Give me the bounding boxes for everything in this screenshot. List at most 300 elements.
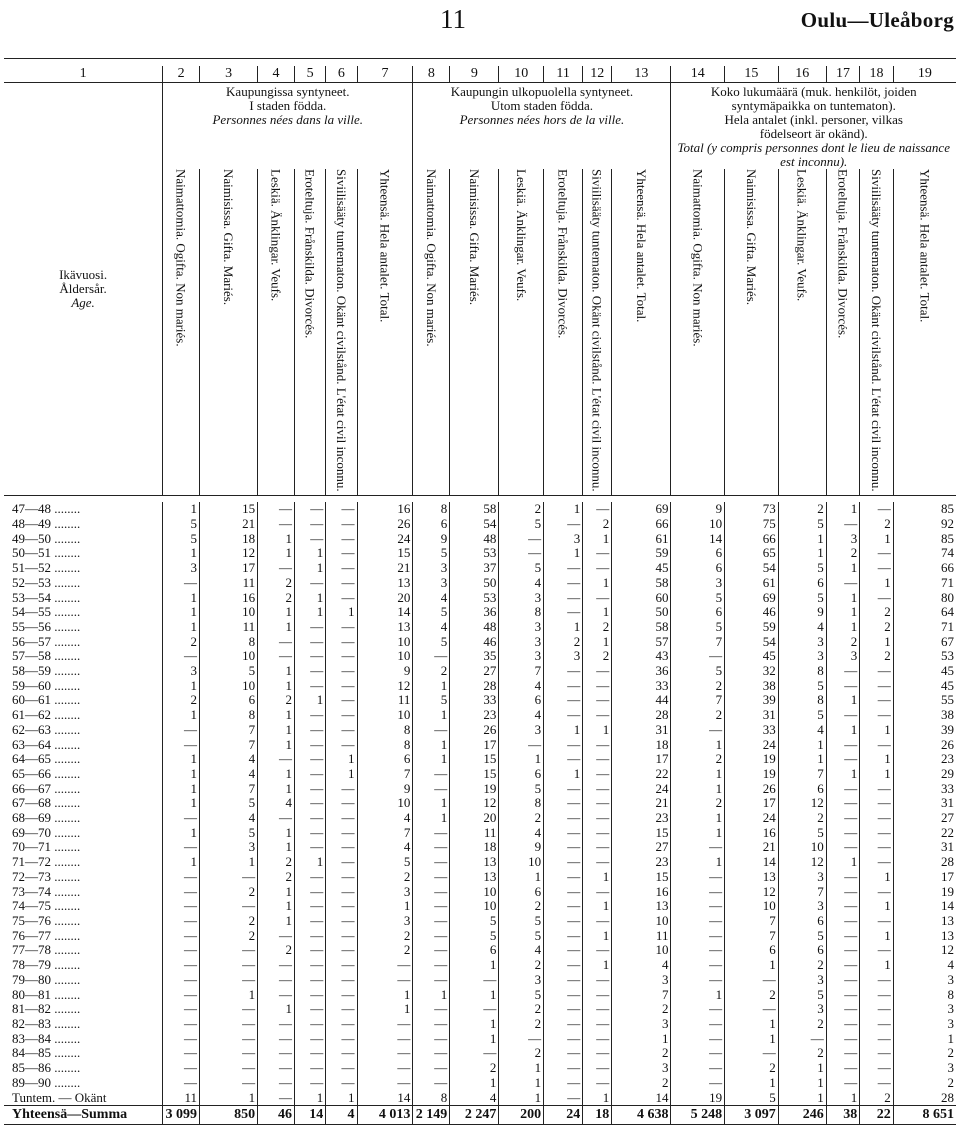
value-cell: 6 (778, 914, 826, 929)
value-cell: — (860, 708, 894, 723)
value-cell: 14 (357, 1090, 413, 1106)
value-cell: 38 (725, 679, 779, 694)
value-cell: — (258, 561, 295, 576)
value-cell: 1 (778, 752, 826, 767)
value-cell: — (860, 914, 894, 929)
age-cell: 67—68 ..... (4, 796, 163, 811)
value-cell: 13 (357, 620, 413, 635)
value-cell: 5 (499, 782, 544, 797)
value-cell: 3 (413, 576, 450, 591)
value-cell: — (413, 1076, 450, 1091)
age-cell: 74—75 ..... (4, 899, 163, 914)
value-cell: 2 (612, 1002, 671, 1017)
group-3-line-4: födelseort är okänd). (759, 126, 868, 141)
value-cell: 2 247 (450, 1106, 499, 1125)
value-cell: 1 (258, 767, 295, 782)
value-cell: 3 (499, 635, 544, 650)
value-cell: 1 (450, 1032, 499, 1047)
value-cell: 1 (583, 576, 612, 591)
age-cell: 50—51 ..... (4, 546, 163, 561)
value-cell: 1 (778, 1090, 826, 1106)
value-cell: — (294, 1076, 325, 1091)
value-cell: 1 (326, 752, 357, 767)
value-cell: 1 (778, 1076, 826, 1091)
value-cell: 3 (612, 973, 671, 988)
value-cell: 69 (725, 591, 779, 606)
value-cell: 11 (163, 1090, 200, 1106)
value-cell: 17 (450, 738, 499, 753)
value-cell: 1 (583, 929, 612, 944)
value-cell: 850 (200, 1106, 258, 1125)
age-cell: 73—74 ..... (4, 885, 163, 900)
value-cell: 4 (413, 591, 450, 606)
value-cell: — (326, 1076, 357, 1091)
value-cell: 3 (499, 973, 544, 988)
group-total (671, 83, 956, 170)
sub-header-label: Naimattomia. Ogifta. Non mariés. (173, 169, 189, 347)
value-cell: 5 (163, 532, 200, 547)
table-row (4, 561, 956, 576)
age-cell: 77—78 ..... (4, 943, 163, 958)
value-cell: 5 (200, 796, 258, 811)
value-cell: 1 (544, 620, 583, 635)
value-cell: — (326, 693, 357, 708)
value-cell: 33 (725, 723, 779, 738)
value-cell: 2 (450, 1061, 499, 1076)
value-cell: — (200, 899, 258, 914)
value-cell: — (544, 811, 583, 826)
value-cell: 7 (200, 738, 258, 753)
value-cell: — (671, 914, 725, 929)
value-cell: 11 (450, 826, 499, 841)
value-cell: 10 (612, 943, 671, 958)
value-cell: 2 (860, 517, 894, 532)
value-cell: 46 (450, 635, 499, 650)
value-cell: 3 (778, 870, 826, 885)
value-cell: 61 (725, 576, 779, 591)
value-cell: — (294, 885, 325, 900)
value-cell: 1 (860, 635, 894, 650)
value-cell: 10 (778, 840, 826, 855)
value-cell: 1 (258, 840, 295, 855)
group-1-french: Personnes nées dans la ville. (212, 112, 364, 127)
sub-header (778, 169, 826, 496)
value-cell: 1 (294, 561, 325, 576)
value-cell: — (357, 1017, 413, 1032)
value-cell: 1 (893, 1032, 956, 1047)
value-cell: 13 (357, 576, 413, 591)
sub-header-label: Naimisissa. Gifta. Mariés. (466, 169, 482, 306)
value-cell: — (258, 1090, 295, 1106)
table-row (4, 840, 956, 855)
value-cell: 4 013 (357, 1106, 413, 1125)
value-cell: 48 (450, 620, 499, 635)
value-cell: 3 097 (725, 1106, 779, 1125)
value-cell: 9 (357, 664, 413, 679)
table-row (4, 502, 956, 517)
value-cell: — (826, 1046, 860, 1061)
value-cell: 13 (893, 929, 956, 944)
age-cell: Tuntem. — Okänt (12, 1090, 107, 1105)
value-cell: — (499, 1032, 544, 1047)
value-cell: — (826, 826, 860, 841)
value-cell: 1 (450, 958, 499, 973)
sub-header-label: Eroteltuja. Frånskilda. Divorcés. (555, 169, 571, 339)
value-cell: 57 (612, 635, 671, 650)
value-cell: — (826, 973, 860, 988)
value-cell: 2 (258, 870, 295, 885)
value-cell: 18 (612, 738, 671, 753)
value-cell: — (163, 943, 200, 958)
value-cell: — (357, 1032, 413, 1047)
value-cell: — (413, 929, 450, 944)
value-cell: 6 (671, 561, 725, 576)
value-cell: 11 (200, 620, 258, 635)
value-cell: — (544, 1017, 583, 1032)
value-cell: 6 (778, 576, 826, 591)
value-cell: 6 (200, 693, 258, 708)
value-cell: — (725, 1046, 779, 1061)
value-cell: 23 (450, 708, 499, 723)
value-cell: 2 (258, 591, 295, 606)
value-cell: 6 (450, 943, 499, 958)
value-cell: 1 (860, 752, 894, 767)
value-cell: 24 (725, 738, 779, 753)
value-cell: 5 248 (671, 1106, 725, 1125)
value-cell: 27 (612, 840, 671, 855)
value-cell: — (544, 693, 583, 708)
value-cell: — (258, 517, 295, 532)
value-cell: 2 (725, 988, 779, 1003)
value-cell: — (294, 679, 325, 694)
value-cell: — (326, 576, 357, 591)
group-2-french: Personnes nées hors de la ville. (459, 112, 625, 127)
value-cell: — (294, 943, 325, 958)
value-cell: 36 (450, 605, 499, 620)
value-cell: — (294, 620, 325, 635)
value-cell: 2 (258, 943, 295, 958)
value-cell: 32 (725, 664, 779, 679)
value-cell: — (826, 1061, 860, 1076)
value-cell: — (583, 679, 612, 694)
value-cell: — (413, 870, 450, 885)
value-cell: 2 (499, 1017, 544, 1032)
value-cell: 14 (612, 1090, 671, 1106)
value-cell: 1 (163, 605, 200, 620)
value-cell: — (583, 855, 612, 870)
value-cell: 5 (163, 517, 200, 532)
table-row (4, 988, 956, 1003)
value-cell: 3 (357, 914, 413, 929)
value-cell: 2 (860, 649, 894, 664)
value-cell: — (163, 870, 200, 885)
sub-header (326, 169, 357, 496)
value-cell: — (544, 958, 583, 973)
value-cell: 38 (893, 708, 956, 723)
value-cell: 3 (893, 973, 956, 988)
value-cell: — (326, 532, 357, 547)
value-cell: 6 (778, 943, 826, 958)
value-cell: 12 (450, 796, 499, 811)
value-cell: 13 (450, 855, 499, 870)
sub-header-label: Yhteensä. Hela antalet. Total. (377, 169, 393, 323)
value-cell: 2 (357, 870, 413, 885)
table-row (4, 576, 956, 591)
value-cell: 2 (499, 958, 544, 973)
value-cell: 58 (612, 576, 671, 591)
column-number: 16 (778, 66, 826, 83)
value-cell: — (294, 811, 325, 826)
value-cell: 8 651 (893, 1106, 956, 1125)
value-cell: 1 (826, 620, 860, 635)
value-cell: — (544, 1090, 583, 1106)
column-number: 12 (583, 66, 612, 83)
value-cell: 8 (499, 796, 544, 811)
value-cell: — (357, 1061, 413, 1076)
sub-header (499, 169, 544, 496)
sub-header-label: Yhteensä. Hela antalet. Total. (917, 169, 933, 323)
value-cell: 1 (200, 855, 258, 870)
group-3-french: Total (y compris personnes dont le lieu de naissance est inconnu). (677, 140, 950, 169)
value-cell: 1 (544, 723, 583, 738)
value-cell: — (413, 958, 450, 973)
value-cell: 39 (725, 693, 779, 708)
value-cell: 6 (725, 943, 779, 958)
value-cell: 2 (671, 708, 725, 723)
value-cell: — (826, 664, 860, 679)
value-cell: — (583, 973, 612, 988)
value-cell: 1 (163, 620, 200, 635)
value-cell: — (826, 679, 860, 694)
value-cell: — (163, 1061, 200, 1076)
value-cell: 1 (612, 1032, 671, 1047)
table-row (4, 929, 956, 944)
value-cell: 10 (671, 517, 725, 532)
value-cell: 15 (612, 870, 671, 885)
value-cell: 46 (725, 605, 779, 620)
value-cell: 3 (357, 885, 413, 900)
value-cell: 10 (450, 885, 499, 900)
value-cell: 1 (725, 1017, 779, 1032)
value-cell: 73 (725, 502, 779, 517)
value-cell: 15 (612, 826, 671, 841)
value-cell: 1 (725, 1076, 779, 1091)
value-cell: — (583, 885, 612, 900)
value-cell: 66 (725, 532, 779, 547)
value-cell: — (326, 502, 357, 517)
value-cell: — (200, 943, 258, 958)
value-cell: — (450, 1046, 499, 1061)
value-cell: — (413, 649, 450, 664)
value-cell: — (326, 973, 357, 988)
table-row (4, 811, 956, 826)
value-cell: 50 (612, 605, 671, 620)
value-cell: 1 (258, 826, 295, 841)
value-cell: 10 (200, 605, 258, 620)
value-cell: — (294, 576, 325, 591)
value-cell: — (544, 1046, 583, 1061)
sub-header-label: Eroteltuja. Frånskilda. Divorcés. (835, 169, 851, 339)
value-cell: — (163, 885, 200, 900)
value-cell: — (860, 840, 894, 855)
value-cell: — (163, 899, 200, 914)
age-cell: 55—56 ..... (4, 620, 163, 635)
value-cell: — (258, 635, 295, 650)
value-cell: — (294, 899, 325, 914)
value-cell: — (544, 1002, 583, 1017)
value-cell: 1 (860, 899, 894, 914)
value-cell: — (671, 870, 725, 885)
value-cell: — (163, 1017, 200, 1032)
value-cell: 2 (860, 620, 894, 635)
value-cell: 1 (583, 635, 612, 650)
value-cell: — (544, 708, 583, 723)
value-cell: 31 (893, 796, 956, 811)
value-cell: — (294, 958, 325, 973)
value-cell: 28 (893, 1090, 956, 1106)
value-cell: — (826, 752, 860, 767)
value-cell: — (583, 591, 612, 606)
value-cell: 8 (413, 1090, 450, 1106)
value-cell: 200 (499, 1106, 544, 1125)
value-cell: — (583, 1032, 612, 1047)
value-cell: 3 099 (163, 1106, 200, 1125)
value-cell: — (860, 561, 894, 576)
value-cell: 15 (200, 502, 258, 517)
value-cell: 19 (725, 752, 779, 767)
value-cell: 4 (499, 679, 544, 694)
age-cell: 82—83 ..... (4, 1017, 163, 1032)
column-number: 2 (163, 66, 200, 83)
value-cell: — (294, 914, 325, 929)
value-cell: 19 (725, 767, 779, 782)
value-cell: — (583, 561, 612, 576)
value-cell: — (357, 958, 413, 973)
value-cell: — (294, 738, 325, 753)
age-cell: 66—67 ..... (4, 782, 163, 797)
value-cell: 2 (499, 502, 544, 517)
value-cell: 20 (357, 591, 413, 606)
value-cell: — (326, 561, 357, 576)
value-cell: — (671, 649, 725, 664)
value-cell: 1 (200, 1090, 258, 1106)
sub-header-label: Naimisissa. Gifta. Mariés. (221, 169, 237, 306)
value-cell: 59 (612, 546, 671, 561)
value-cell: 1 (413, 796, 450, 811)
value-cell: 1 (725, 1032, 779, 1047)
column-number-row (4, 66, 956, 83)
column-number: 18 (860, 66, 894, 83)
column-number: 4 (258, 66, 295, 83)
sub-header-label: Naimattomia. Ogifta. Non mariés. (690, 169, 706, 347)
value-cell: 1 (860, 576, 894, 591)
value-cell: — (294, 929, 325, 944)
table-row (4, 1061, 956, 1076)
value-cell: — (671, 840, 725, 855)
value-cell: 1 (258, 1002, 295, 1017)
value-cell: 33 (612, 679, 671, 694)
value-cell: 1 (357, 899, 413, 914)
sub-header-label: Leskiä. Änklingar. Veufs. (513, 169, 529, 302)
value-cell: 3 (499, 649, 544, 664)
value-cell: — (413, 1061, 450, 1076)
top-rule (4, 58, 956, 59)
value-cell: — (583, 1002, 612, 1017)
value-cell: — (200, 1076, 258, 1091)
value-cell: 44 (612, 693, 671, 708)
value-cell: — (200, 1017, 258, 1032)
value-cell: 43 (612, 649, 671, 664)
value-cell: 2 (200, 929, 258, 944)
value-cell: 28 (893, 855, 956, 870)
value-cell: 5 (778, 988, 826, 1003)
column-number: 3 (200, 66, 258, 83)
table-row (4, 767, 956, 782)
value-cell: 9 (671, 502, 725, 517)
value-cell: 31 (893, 840, 956, 855)
value-cell: — (725, 1002, 779, 1017)
value-cell: — (860, 1046, 894, 1061)
age-cell: 83—84 ..... (4, 1032, 163, 1047)
value-cell: — (544, 973, 583, 988)
value-cell: 4 (612, 958, 671, 973)
value-cell: 1 (163, 679, 200, 694)
value-cell: — (326, 1046, 357, 1061)
value-cell: 33 (893, 782, 956, 797)
value-cell: 10 (200, 679, 258, 694)
value-cell: 4 (326, 1106, 357, 1125)
table-row (4, 943, 956, 958)
value-cell: 5 (778, 517, 826, 532)
value-cell: 2 (357, 929, 413, 944)
value-cell: 18 (583, 1106, 612, 1125)
value-cell: — (326, 664, 357, 679)
sub-header-label: Eroteltuja. Frånskilda. Divorcés. (302, 169, 318, 339)
value-cell: 58 (612, 620, 671, 635)
value-cell: — (258, 988, 295, 1003)
value-cell: 15 (357, 546, 413, 561)
value-cell: 54 (725, 561, 779, 576)
value-cell: 7 (778, 885, 826, 900)
value-cell: — (258, 929, 295, 944)
value-cell: — (826, 943, 860, 958)
value-cell: 1 (860, 723, 894, 738)
sub-header-label: Naimattomia. Ogifta. Non mariés. (423, 169, 439, 347)
value-cell: 2 (860, 605, 894, 620)
table-row (4, 1002, 956, 1017)
value-cell: 2 (612, 1076, 671, 1091)
value-cell: 1 (860, 767, 894, 782)
age-cell: 81—82 ..... (4, 1002, 163, 1017)
value-cell: 38 (826, 1106, 860, 1125)
age-header-fr: Age. (71, 295, 95, 311)
value-cell: — (544, 1061, 583, 1076)
value-cell: 1 (860, 958, 894, 973)
value-cell: 24 (544, 1106, 583, 1125)
value-cell: — (860, 1032, 894, 1047)
value-cell: — (326, 914, 357, 929)
value-cell: 2 (893, 1046, 956, 1061)
value-cell: — (258, 502, 295, 517)
value-cell: — (413, 885, 450, 900)
value-cell: — (826, 840, 860, 855)
value-cell: 7 (725, 914, 779, 929)
value-cell: 22 (612, 767, 671, 782)
value-cell: — (326, 679, 357, 694)
value-cell: — (826, 929, 860, 944)
value-cell: — (258, 1061, 295, 1076)
sub-header (544, 169, 583, 496)
